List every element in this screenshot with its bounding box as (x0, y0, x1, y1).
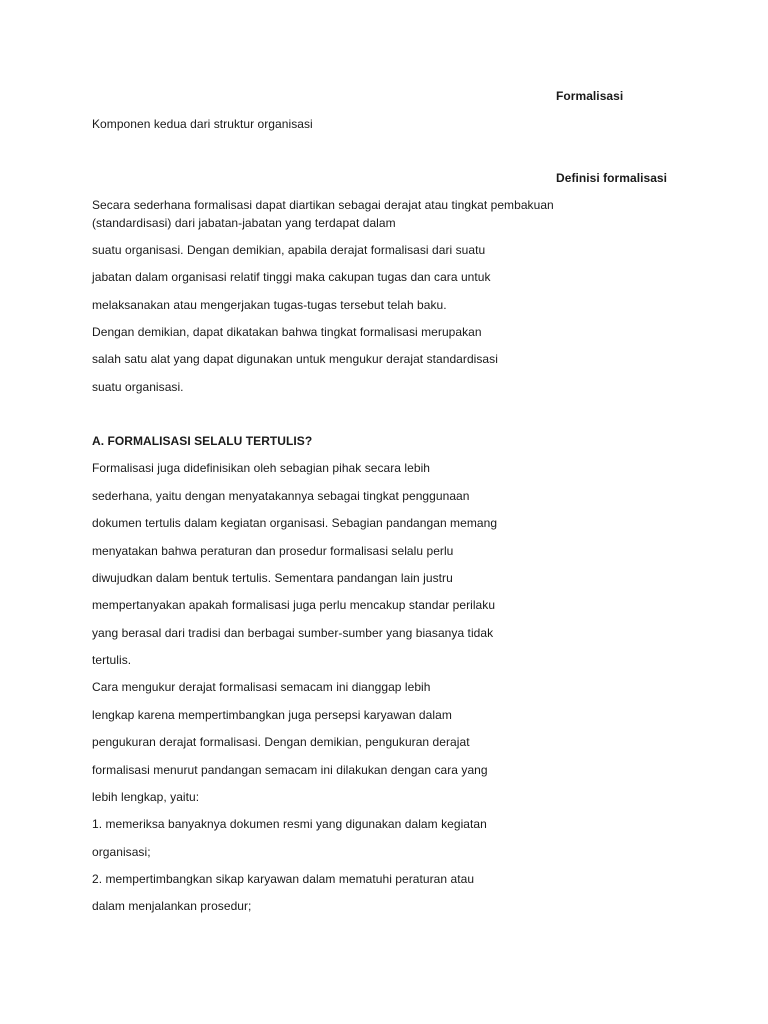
definition-line: (standardisasi) dari jabatan-jabatan yang terdapat dalam (92, 216, 396, 230)
list-item-2-cont: dalam menjalankan prosedur; (92, 899, 252, 913)
document-title: Formalisasi (556, 89, 624, 103)
definition-line: Secara sederhana formalisasi dapat diartikan sebagai derajat atau tingkat pembakuan (92, 198, 554, 212)
subheading-a: A. FORMALISASI SELALU TERTULIS? (92, 434, 313, 448)
body-line: menyatakan bahwa peraturan dan prosedur formalisasi selalu perlu (92, 544, 454, 558)
definition-line: melaksanakan atau mengerjakan tugas-tugas tersebut telah baku. (92, 298, 447, 312)
definition-line: suatu organisasi. Dengan demikian, apabila derajat formalisasi dari suatu (92, 243, 486, 257)
intro-line: Komponen kedua dari struktur organisasi (92, 117, 313, 131)
list-item-2: 2. mempertimbangkan sikap karyawan dalam mematuhi peraturan atau (92, 872, 475, 886)
body-line: yang berasal dari tradisi dan berbagai sumber-sumber yang biasanya tidak (92, 626, 494, 640)
list-item-1: 1. memeriksa banyaknya dokumen resmi yang digunakan dalam kegiatan (92, 817, 487, 831)
body-line: Cara mengukur derajat formalisasi semacam ini dianggap lebih (92, 680, 431, 694)
body-line: Formalisasi juga didefinisikan oleh sebagian pihak secara lebih (92, 461, 431, 475)
definition-line: suatu organisasi. (92, 380, 184, 394)
body-line: lebih lengkap, yaitu: (92, 790, 200, 804)
body-line: diwujudkan dalam bentuk tertulis. Sementara pandangan lain justru (92, 571, 453, 585)
definition-line: Dengan demikian, dapat dikatakan bahwa tingkat formalisasi merupakan (92, 325, 482, 339)
definition-line: salah satu alat yang dapat digunakan untuk mengukur derajat standardisasi (92, 352, 498, 366)
body-line: mempertanyakan apakah formalisasi juga perlu mencakup standar perilaku (92, 598, 496, 612)
section-heading: Definisi formalisasi (556, 171, 668, 185)
body-line: tertulis. (92, 653, 132, 667)
body-line: sederhana, yaitu dengan menyatakannya sebagai tingkat penggunaan (92, 489, 470, 503)
body-line: pengukuran derajat formalisasi. Dengan demikian, pengukuran derajat (92, 735, 470, 749)
body-line: dokumen tertulis dalam kegiatan organisasi. Sebagian pandangan memang (92, 516, 498, 530)
definition-line: jabatan dalam organisasi relatif tinggi maka cakupan tugas dan cara untuk (92, 270, 491, 284)
list-item-1-cont: organisasi; (92, 845, 151, 859)
body-line: lengkap karena mempertimbangkan juga persepsi karyawan dalam (92, 708, 452, 722)
body-line: formalisasi menurut pandangan semacam ini dilakukan dengan cara yang (92, 763, 488, 777)
